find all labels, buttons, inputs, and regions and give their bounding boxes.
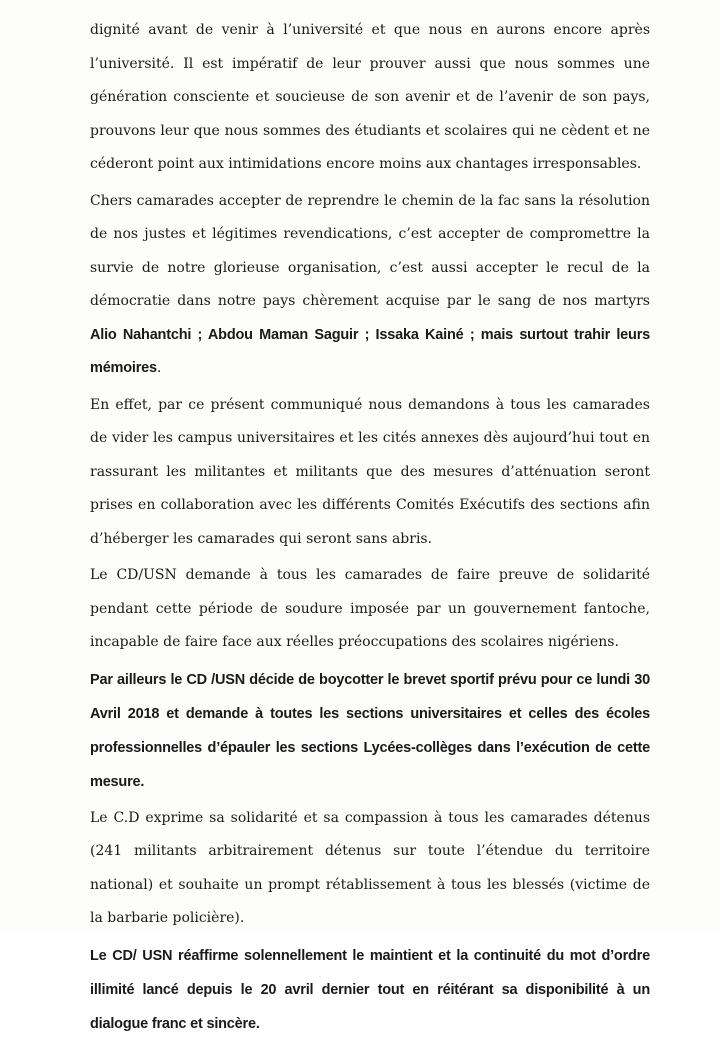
paragraph-comrades-appeal-text: Chers camarades accepter de reprendre le chemin de la fac sans la résolution de nos justes et légitimes revendications, c’est accepter de compromettre la survie de notre glorieuse organisation, c’est aussi accepter le recul de la démocratie dans notre pays chèrement acquise par le sang de nos martyrs [90,192,650,309]
paragraph-comrades-appeal [90,185,650,386]
martyrs-names: Alio Nahantchi ; Abdou Maman Saguir ; Issaka Kainé ; mais surtout trahir leurs mémoires [90,326,650,376]
paragraph-comrades-appeal-end: . [156,360,162,376]
paragraph-dignity: dignité avant de venir à l’université et que nous en aurons encore après l’université. Il est impératif de leur prouver aussi que nous sommes une génération consciente et soucieuse de son avenir et de l’avenir de son pays, prouvons leur que nous sommes des étudiants et scolaires qui ne cèdent et ne céderont point aux intimidations encore moins aux chantages irresponsables. [90,22,650,172]
paragraph-vacate-campus: En effet, par ce présent communiqué nous demandons à tous les camarades de vider les campus universitaires et les cités annexes dès aujourd’hui tout en rassurant les militantes et militants que des mesures d’atténuation seront prises en collaboration avec les différents Comités Exécutifs des sections afin d’héberger les camarades qui seront sans abris. [90,396,650,547]
paragraph-compassion: Le C.D exprime sa solidarité et sa compassion à tous les camarades détenus (241 militants arbitrairement détenus sur toute l’étendue du territoire national) et souhaite un prompt rétablissement à tous les blessés (victime de la barbarie policière). [90,809,650,926]
paragraph-solidarity: Le CD/USN demande à tous les camarades de faire preuve de solidarité pendant cette période de soudure imposée par un gouvernement fantoche, incapable de faire face aux réelles préoccupations des scolaires nigériens. [90,567,650,650]
paragraph-boycott: Par ailleurs le CD /USN décide de boycotter le brevet sportif prévu pour ce lundi 30 Avril 2018 et demande à toutes les sections universitaires et celles des écoles professionnelles d’épauler les sections Lycées-collèges dans l’exécution de cette mesure. [90,671,650,790]
paragraph-reaffirm: Le CD/ USN réaffirme solennellement le maintient et la continuité du mot d’ordre illimité lancé depuis le 20 avril dernier tout en réitérant sa disponibilité à un dialogue franc et sincère. [90,947,650,1032]
